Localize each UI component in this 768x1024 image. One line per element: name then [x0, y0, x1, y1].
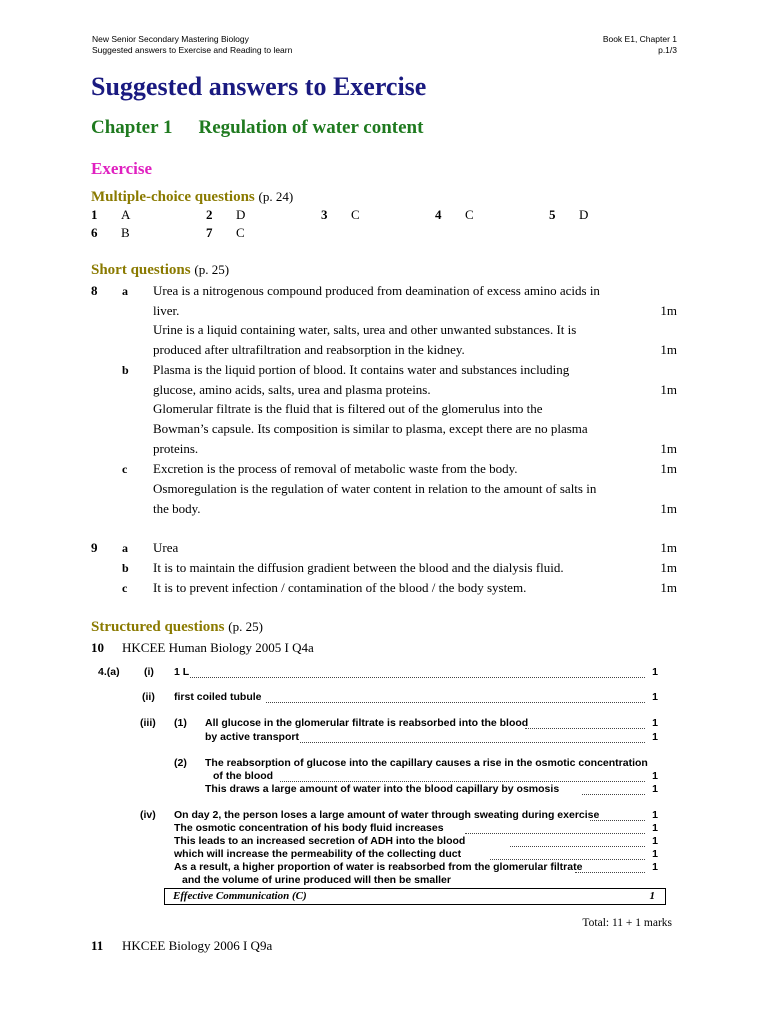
scan-answer: This draws a large amount of water into the blood capillary by osmosis [205, 783, 560, 795]
question-source: HKCEE Biology 2006 I Q9a [122, 938, 273, 953]
scan-answer: which will increase the permeability of the collecting duct [174, 848, 462, 860]
mark: 1m [660, 461, 677, 476]
mark: 1m [660, 441, 677, 456]
scan-mark: 1 [652, 861, 658, 873]
question-number: 9 [91, 540, 98, 555]
mcq-num: 5 [549, 207, 556, 222]
scan-part-label: (i) [144, 666, 154, 678]
scan-part-label: (iii) [140, 717, 156, 729]
scan-mark: 1 [652, 809, 658, 821]
scan-mark: 1 [652, 691, 658, 703]
mcq-answer: C [236, 225, 245, 240]
scan-answer: of the blood [213, 770, 274, 782]
scan-answer: This leads to an increased secretion of ADH into the blood [174, 835, 466, 847]
answer-line: Urea [153, 540, 179, 555]
scan-mark: 1 [652, 835, 658, 847]
chapter-label: Chapter 1 [91, 117, 173, 138]
mark: 1m [660, 303, 677, 318]
page-header-right [603, 34, 677, 56]
mcq-answers [91, 207, 651, 243]
mark: 1m [660, 560, 677, 575]
document-subtitle: Suggested answers to Exercise and Reading to learn [92, 45, 293, 55]
dot-leader [525, 728, 645, 729]
mcq-num: 1 [91, 207, 98, 222]
scan-answer: 1 L [174, 666, 190, 678]
question-number: 11 [91, 938, 104, 953]
marking-scheme-scan [90, 662, 680, 937]
mcq-item [206, 207, 245, 223]
short-heading-text: Short questions [91, 262, 191, 278]
total-marks: Total: 11 + 1 marks [582, 917, 672, 929]
page-number: p.1/3 [658, 45, 677, 55]
mcq-heading-text: Multiple-choice questions [91, 189, 255, 205]
chapter-name: Regulation of water content [198, 117, 424, 138]
answer-line: produced after ultrafiltration and reabsorption in the kidney. [153, 342, 465, 357]
dot-leader [266, 702, 645, 703]
mcq-item [321, 207, 360, 223]
exercise-heading: Exercise [91, 159, 153, 178]
part-label: c [122, 581, 128, 595]
page-title: Suggested answers to Exercise [91, 72, 427, 101]
mcq-item [206, 225, 245, 241]
mcq-num: 4 [435, 207, 442, 222]
structured-page: (p. 25) [228, 619, 263, 634]
dot-leader [190, 677, 645, 678]
answer-line: liver. [153, 303, 180, 318]
mcq-answer: C [465, 207, 474, 222]
mcq-page: (p. 24) [258, 189, 294, 204]
dot-leader [280, 781, 645, 782]
scan-mark: 1 [652, 783, 658, 795]
book-series: New Senior Secondary Mastering Biology [92, 34, 249, 44]
mcq-row [91, 225, 651, 243]
dot-leader [590, 820, 645, 821]
answer-line: proteins. [153, 441, 199, 456]
scan-subpart-label: (2) [174, 757, 187, 769]
mcq-answer: D [579, 207, 589, 222]
effective-communication-label: Effective Communication (C) [173, 890, 307, 902]
answer-line: Urea is a nitrogenous compound produced from deamination of excess amino acids in [153, 283, 600, 298]
scan-answer: The osmotic concentration of his body fluid increases [174, 822, 444, 834]
mcq-num: 3 [321, 207, 328, 222]
answer-line: Glomerular filtrate is the fluid that is filtered out of the glomerulus into the [153, 401, 543, 416]
mark: 1m [660, 540, 677, 555]
scan-subpart-label: (1) [174, 717, 187, 729]
mark: 1m [660, 342, 677, 357]
scan-mark: 1 [652, 731, 658, 743]
scan-question-label: 4.(a) [98, 666, 120, 678]
mcq-num: 2 [206, 207, 213, 222]
scan-answer: On day 2, the person loses a large amount of water through sweating during exercise [174, 809, 600, 821]
part-label: c [122, 462, 128, 476]
answer-line: Urine is a liquid containing water, salts, urea and other unwanted substances. It is [153, 322, 577, 337]
mcq-item [435, 207, 474, 223]
page-header-left [92, 34, 292, 56]
effective-communication-mark: 1 [649, 890, 655, 902]
part-label: b [122, 561, 129, 575]
question-number: 10 [91, 640, 104, 655]
scan-mark: 1 [652, 666, 658, 678]
mcq-answer: B [121, 225, 130, 240]
answer-line: It is to prevent infection / contamination of the blood / the body system. [153, 580, 527, 595]
mcq-num: 7 [206, 225, 213, 240]
mcq-item [91, 207, 130, 223]
answer-line: the body. [153, 501, 201, 516]
effective-communication-box [164, 888, 666, 905]
mark: 1m [660, 580, 677, 595]
scan-answer: first coiled tubule [174, 691, 262, 703]
scan-answer: The reabsorption of glucose into the capillary causes a rise in the osmotic concentration [205, 757, 648, 769]
scan-answer: and the volume of urine produced will then be smaller [182, 874, 451, 886]
part-label: a [122, 541, 128, 555]
mcq-answer: D [236, 207, 246, 222]
dot-leader [300, 742, 645, 743]
scan-mark: 1 [652, 717, 658, 729]
mcq-num: 6 [91, 225, 98, 240]
scan-mark: 1 [652, 848, 658, 860]
mcq-answer: C [351, 207, 360, 222]
chapter-heading [91, 117, 423, 139]
structured-heading [91, 619, 263, 636]
part-label: b [122, 363, 129, 377]
answer-line: glucose, amino acids, salts, urea and plasma proteins. [153, 382, 431, 397]
answer-line: Plasma is the liquid portion of blood. It contains water and substances including [153, 362, 570, 377]
short-page: (p. 25) [194, 262, 230, 277]
dot-leader [582, 794, 645, 795]
answer-line: It is to maintain the diffusion gradient between the blood and the dialysis fluid. [153, 560, 564, 575]
scan-answer: by active transport [205, 731, 299, 743]
part-label: a [122, 284, 128, 298]
answer-line: Excretion is the process of removal of metabolic waste from the body. [153, 461, 518, 476]
mcq-heading [91, 189, 293, 206]
mcq-item [91, 225, 130, 241]
question-number: 8 [91, 283, 98, 298]
mcq-answer: A [121, 207, 131, 222]
structured-heading-text: Structured questions [91, 619, 225, 635]
scan-answer: All glucose in the glomerular filtrate is reabsorbed into the blood [205, 717, 529, 729]
mcq-item [549, 207, 588, 223]
answer-line: Bowman’s capsule. Its composition is similar to plasma, except there are no plasma [153, 421, 588, 436]
scan-mark: 1 [652, 770, 658, 782]
answer-line: Osmoregulation is the regulation of water content in relation to the amount of salts in [153, 481, 597, 496]
dot-leader [510, 846, 645, 847]
short-heading [91, 262, 229, 279]
scan-answer: As a result, a higher proportion of water is reabsorbed from the glomerular filtrate [174, 861, 583, 873]
dot-leader [490, 859, 645, 860]
mcq-row [91, 207, 651, 225]
mark: 1m [660, 382, 677, 397]
scan-mark: 1 [652, 822, 658, 834]
dot-leader [575, 872, 645, 873]
scan-part-label: (iv) [140, 809, 156, 821]
scan-part-label: (ii) [142, 691, 155, 703]
dot-leader [465, 833, 645, 834]
question-source: HKCEE Human Biology 2005 I Q4a [122, 640, 314, 655]
book-chapter: Book E1, Chapter 1 [602, 34, 677, 44]
mark: 1m [660, 501, 677, 516]
